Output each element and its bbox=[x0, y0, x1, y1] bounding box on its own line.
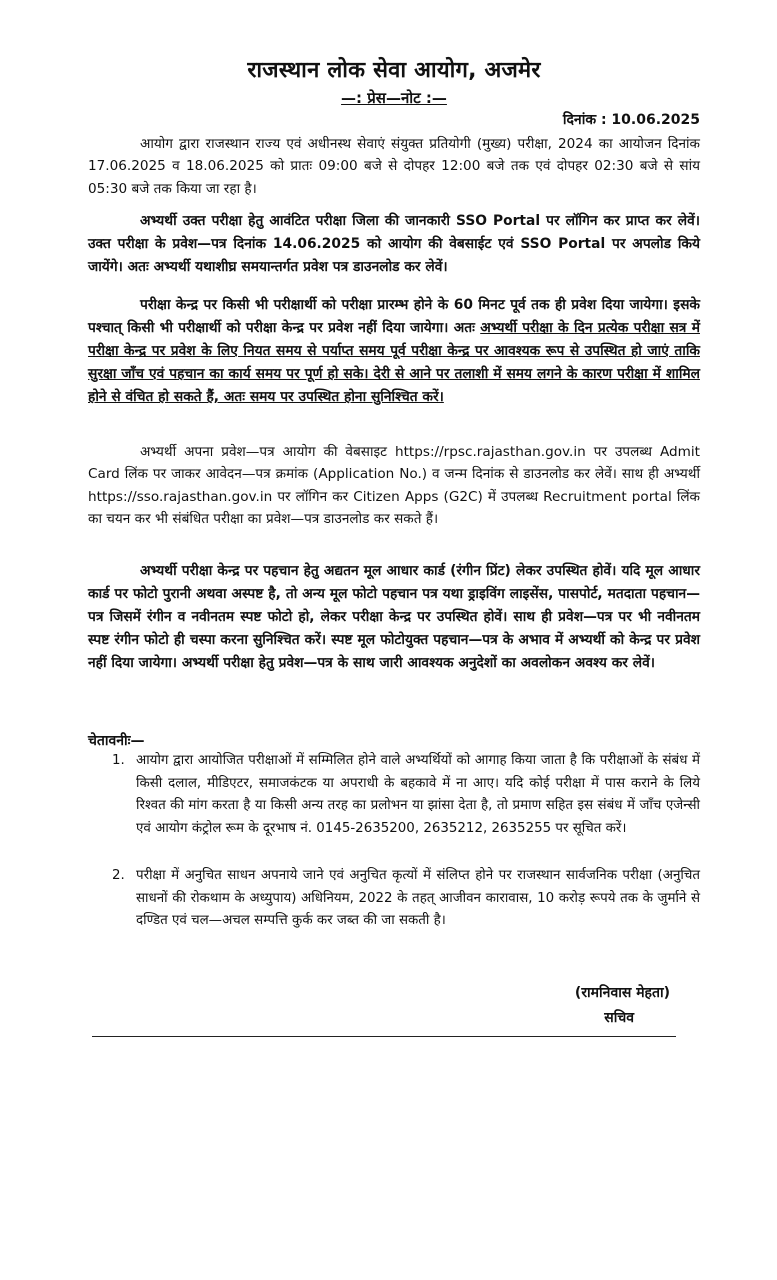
signatory-designation: सचिव bbox=[604, 1010, 634, 1026]
list-item-number: 1. bbox=[112, 753, 125, 768]
date-line: दिनांक : 10.06.2025 bbox=[562, 112, 700, 128]
paragraph-exam-district: अभ्यर्थी उक्त परीक्षा हेतु आवंटित परीक्षा जिला की जानकारी SSO Portal पर लॉगिन कर प्राप्त कर लेवें। उक्त परीक्षा के प्रवेश—पत्र दिनांक 14.06.2025 को आयोग की वेबसाईट एवं SSO Portal पर अपलोड किये जायेंगे। अतः अभ्यर्थी यथाशीघ्र समयान्तर्गत प्रवेश पत्र डाउनलोड कर लेवें। bbox=[88, 213, 700, 275]
entry-timing-text: परीक्षा केन्द्र पर किसी भी परीक्षार्थी को परीक्षा प्रारम्भ होने के 60 मिनट पूर्व तक ही प्रवेश दिया जायेगा। इसके पश्चात् किसी भी परीक्षार्थी को परीक्षा केन्द्र पर प्रवेश नहीं दिया जायेगा। अतः bbox=[88, 297, 700, 336]
page-title: राजस्थान लोक सेवा आयोग, अजमेर bbox=[247, 58, 541, 83]
list-item bbox=[112, 865, 700, 933]
list-item-number: 2. bbox=[112, 868, 125, 883]
paragraph-admit-card-download: अभ्यर्थी अपना प्रवेश—पत्र आयोग की वेबसाइट https://rpsc.rajasthan.gov.in पर उपलब्ध Admit Card लिंक पर जाकर आवेदन—पत्र क्रमांक (Application No.) व जन्म दिनांक से डाउनलोड कर लेवें। साथ ही अभ्यर्थी https://sso.rajasthan.gov.in पर लॉगिन कर Citizen Apps (G2C) में उपलब्ध Recruitment portal लिंक का चयन कर भी संबंधित परीक्षा का प्रवेश—पत्र डाउनलोड कर सकते हैं। bbox=[88, 444, 700, 528]
entry-timing-underlined-text: अभ्यर्थी परीक्षा के दिन प्रत्येक परीक्षा सत्र में परीक्षा केन्द्र पर प्रवेश के लिए नियत समय से पर्याप्त समय पूर्व परीक्षा केन्द्र पर आवश्यक रूप से उपस्थित हो जाएं ताकि सुरक्षा जाँच एवं पहचान का कार्य समय पर पूर्ण हो सके। देरी से आने पर तलाशी में समय लगने के कारण परीक्षा में शामिल होने से वंचित हो सकते हैं, अतः समय पर उपस्थित होना सुनिश्चित करें। bbox=[88, 320, 700, 405]
list-item bbox=[112, 750, 700, 840]
list-item-text: आयोग द्वारा आयोजित परीक्षाओं में सम्मिलित होने वाले अभ्यर्थियों को आगाह किया जाता है कि परीक्षाओं के संबंध में किसी दलाल, मीडिएटर, समाजकंटक या अपराधी के बहकावे में ना आए। यदि कोई परीक्षा में पास कराने के लिये रिश्वत की मांग करता है या किसी अन्य तरह का प्रलोभन या झांसा देता है, तो प्रमाण सहित इस संबंध में जाँच एजेन्सी एवं आयोग कंट्रोल रूम के दूरभाष नं. 0145-2635200, 2635212, 2635255 पर सूचित करें। bbox=[136, 753, 700, 836]
subtitle-text: —: प्रेस—नोट :— bbox=[341, 89, 447, 107]
warning-label: चेतावनीः— bbox=[88, 733, 145, 749]
paragraph-entry-timing bbox=[88, 294, 700, 409]
signatory-name: (रामनिवास मेहता) bbox=[574, 985, 670, 1001]
bottom-divider bbox=[92, 1036, 676, 1037]
press-note-subtitle bbox=[88, 88, 700, 108]
paragraph-identity-proof: अभ्यर्थी परीक्षा केन्द्र पर पहचान हेतु अद्यतन मूल आधार कार्ड (रंगीन प्रिंट) लेकर उपस्थित होवें। यदि मूल आधार कार्ड पर फोटो पुरानी अथवा अस्पष्ट है, तो अन्य मूल फोटो पहचान पत्र यथा ड्राइविंग लाइसेंस, पासपोर्ट, मतदाता पहचान—पत्र जिसमें रंगीन व नवीनतम स्पष्ट फोटो हो, लेकर परीक्षा केन्द्र पर उपस्थित होवें। साथ ही प्रवेश—पत्र पर भी नवीनतम स्पष्ट रंगीन फोटो ही चस्पा करना सुनिश्चित करें। स्पष्ट मूल फोटोयुक्त पहचान—पत्र के अभाव में अभ्यर्थी को केन्द्र पर प्रवेश नहीं दिया जायेगा। अभ्यर्थी परीक्षा हेतु प्रवेश—पत्र के साथ जारी आवश्यक अनुदेशों का अवलोकन अवश्य कर लेवें। bbox=[88, 563, 700, 671]
list-item-text: परीक्षा में अनुचित साधन अपनाये जाने एवं अनुचित कृत्यों में संलिप्त होने पर राजस्थान सार्वजनिक परीक्षा (अनुचित साधनों की रोकथाम के अध्युपाय) अधिनियम, 2022 के तहत् आजीवन कारावास, 10 करोड़ रूपये तक के जुर्माने से दण्डित एवं चल—अचल सम्पत्ति कुर्क कर जब्त की जा सकती है। bbox=[136, 868, 700, 928]
paragraph-exam-schedule: आयोग द्वारा राजस्थान राज्य एवं अधीनस्थ सेवाएं संयुक्त प्रतियोगी (मुख्य) परीक्षा, 2024 का आयोजन दिनांक 17.06.2025 व 18.06.2025 को प्रातः 09:00 बजे से दोपहर 12:00 बजे तक एवं दोपहर 02:30 बजे से सांय 05:30 बजे तक किया जा रहा है। bbox=[88, 136, 700, 197]
